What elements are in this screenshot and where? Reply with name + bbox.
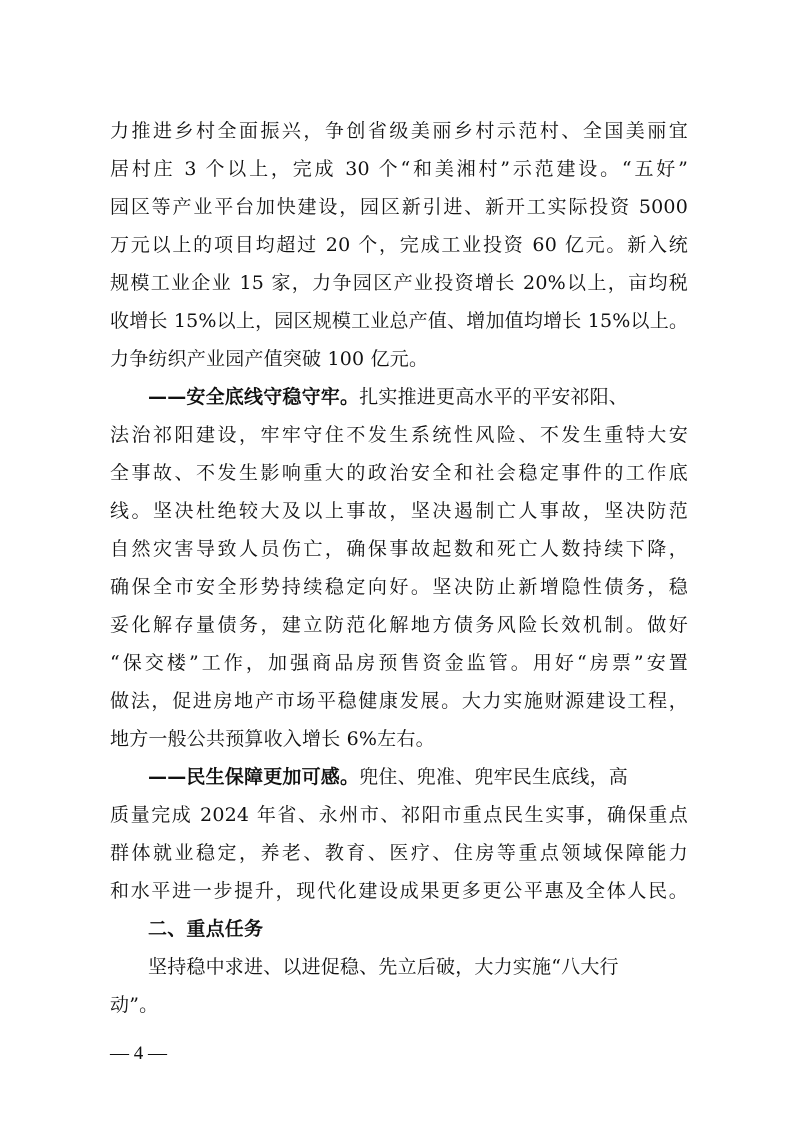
paragraph-line: 质量完成 2024 年省、永州市、祁阳市重点民生实事，确保重点 (110, 804, 688, 826)
paragraph-line: 做法，促进房地产市场平稳健康发展。大力实施财源建设工程， (110, 690, 688, 712)
paragraph-line: 法治祁阳建设，牢牢守住不发生系统性风险、不发生重特大安 (110, 424, 688, 446)
section-heading: 二、重点任务 (148, 918, 264, 940)
paragraph-line: 园区等产业平台加快建设，园区新引进、新开工实际投资 5000 (110, 196, 688, 218)
paragraph-first-line: 坚持稳中求进、以进促稳、先立后破，大力实施“八大行 (148, 956, 619, 978)
paragraph-line: 妥化解存量债务，建立防范化解地方债务风险长效机制。做好 (110, 614, 688, 636)
paragraph-line: 地方一般公共预算收入增长 6%左右。 (110, 728, 435, 750)
subsection-heading: ——安全底线守稳守牢。 (148, 386, 360, 408)
paragraph-line: 居村庄 3 个以上，完成 30 个“和美湘村”示范建设。“五好” (110, 158, 688, 180)
page-number: — 4 — (110, 1043, 167, 1064)
paragraph-line: 线。坚决杜绝较大及以上事故，坚决遏制亡人事故，坚决防范 (110, 500, 688, 522)
paragraph-text: 兜住、兜准、兜牢民生底线，高 (359, 766, 629, 788)
paragraph-first-line (110, 383, 688, 411)
paragraph-line: 力争纺织产业园产值突破 100 亿元。 (110, 348, 429, 370)
paragraph-line: 和水平进一步提升，现代化建设成果更多更公平惠及全体人民。 (110, 880, 688, 902)
paragraph-text: 扎实推进更高水平的平安祁阳、 (359, 386, 629, 408)
paragraph-first-line (110, 763, 688, 791)
paragraph-line: 全事故、不发生影响重大的政治安全和社会稳定事件的工作底 (110, 462, 688, 484)
paragraph-line: 收增长 15%以上，园区规模工业总产值、增加值均增长 15%以上。 (110, 310, 689, 332)
paragraph-line: 规模工业企业 15 家，力争园区产业投资增长 20%以上，亩均税 (110, 272, 688, 294)
paragraph-line: 群体就业稳定，养老、教育、医疗、住房等重点领域保障能力 (110, 842, 688, 864)
paragraph-line: 自然灾害导致人员伤亡，确保事故起数和死亡人数持续下降， (110, 538, 688, 560)
paragraph-line: 确保全市安全形势持续稳定向好。坚决防止新增隐性债务，稳 (110, 576, 688, 598)
paragraph-line: 万元以上的项目均超过 20 个，完成工业投资 60 亿元。新入统 (110, 234, 688, 256)
subsection-heading: ——民生保障更加可感。 (148, 766, 360, 788)
paragraph-line: 动”。 (110, 994, 159, 1016)
paragraph-line: 力推进乡村全面振兴，争创省级美丽乡村示范村、全国美丽宜 (110, 120, 688, 142)
paragraph-line: “保交楼”工作，加强商品房预售资金监管。用好“房票”安置 (110, 652, 688, 674)
